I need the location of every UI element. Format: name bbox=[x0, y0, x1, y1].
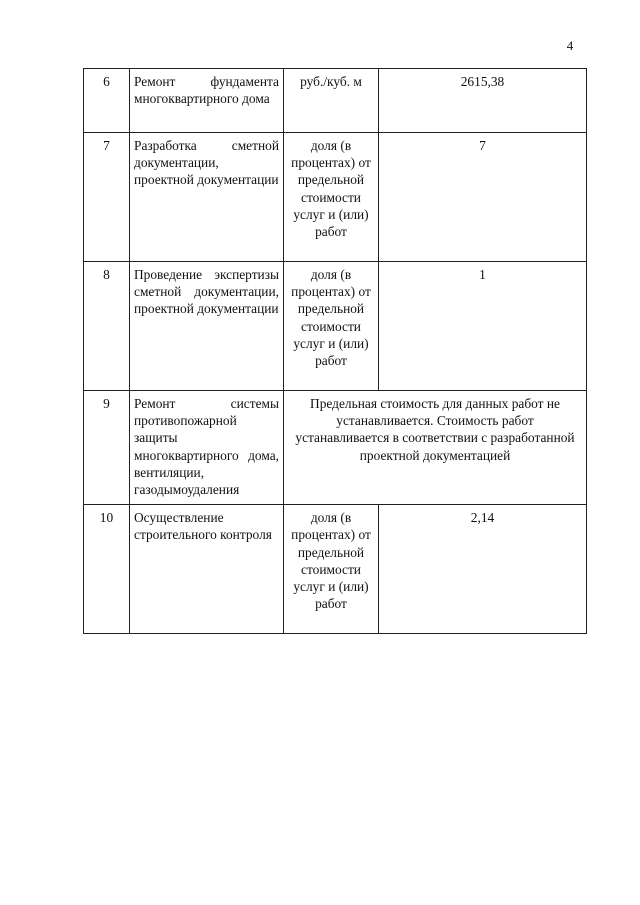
row-number: 8 bbox=[84, 262, 130, 391]
cost-value: 1 bbox=[379, 262, 587, 391]
table-row bbox=[84, 391, 587, 505]
row-number: 9 bbox=[84, 391, 130, 505]
tariff-table bbox=[83, 68, 587, 634]
row-number: 10 bbox=[84, 505, 130, 634]
table-row bbox=[84, 69, 587, 133]
table-row bbox=[84, 262, 587, 391]
unit-of-measure: доля (в процентах) от предельной стоимости услуг и (или) работ bbox=[284, 262, 379, 391]
unit-of-measure: доля (в процентах) от предельной стоимости услуг и (или) работ bbox=[284, 505, 379, 634]
work-name: Проведение экспертизы сметной документации, проектной документации bbox=[130, 262, 284, 391]
work-name: Ремонт системы противопожарной защиты многоквартирного дома, вентиляции, газодымоудаления bbox=[130, 391, 284, 505]
table-row bbox=[84, 133, 587, 262]
page-number: 4 bbox=[566, 38, 574, 53]
unit-of-measure: руб./куб. м bbox=[284, 69, 379, 133]
unit-of-measure: доля (в процентах) от предельной стоимости услуг и (или) работ bbox=[284, 133, 379, 262]
cost-value: 2,14 bbox=[379, 505, 587, 634]
work-name: Ремонт фундамента многоквартирного дома bbox=[130, 69, 284, 133]
row-number: 6 bbox=[84, 69, 130, 133]
work-name: Разработка сметной документации, проектной документации bbox=[130, 133, 284, 262]
table-row bbox=[84, 505, 587, 634]
work-name: Осуществление строительного контроля bbox=[130, 505, 284, 634]
cost-value: 7 bbox=[379, 133, 587, 262]
row-number: 7 bbox=[84, 133, 130, 262]
cost-value: 2615,38 bbox=[379, 69, 587, 133]
cost-note: Предельная стоимость для данных работ не устанавливается. Стоимость работ устанавливается в соответствии с разработанной проектной документацией bbox=[284, 391, 587, 505]
